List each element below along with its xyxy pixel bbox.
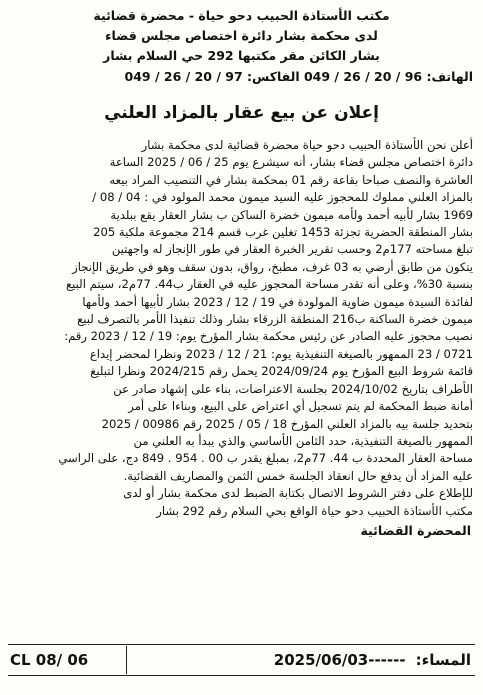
phone-fax-line: الهاتف: 96 / 20 / 26 / 049 الفاكس: 97 / 20 / 26 / 049 [124,69,473,84]
signature-bailiff: المحضرة القضائية [360,522,471,538]
body-line: عليه المزاد أن يدفع حال انعقاد الجلسة خمس الثمن والمصاريف القضائية. [123,468,473,483]
body-line: لفائدة السيدة ميمون ضاوية المولودة في 19 / 12 / 2023 بشار لأبيها أحمد ولأمها [82,294,473,309]
body-line: نصيب محجوز عليه الصادر عن رئيس محكمة بشار المؤرخ يوم: 19 / 12 / 2023 رقم: [64,329,473,344]
body-line: بشار المنطقة الحضرية تجزئة 1453 تغلين غرب قسم 214 مجموعة ملكية 205 [93,225,473,240]
body-line: بالمزاد العلني مملوك للمحجوز عليه السيد ميمون محمد المولود في : 04 / 08 / [92,190,473,205]
newspaper-name: المساء: [415,651,471,669]
header-line-address: بشار الكائن مقر مكتبها 292 حي السلام بشار [103,48,380,63]
body-line: العاشرة والنصف صباحا بقاعة رقم 01 بمحكمة بشار في التنصيب المراد بيعه [109,172,473,187]
body-line: يتكون من طابق أرضي به 03 غرف، مطبخ، رواق، بدون سقف وهو في طريق الإنجاز [72,259,473,274]
header-line-court: لدى محكمة بشار دائرة اختصاص مجلس قضاء [105,28,378,43]
body-line: دائرة اختصاص مجلس قضاء بشار، أنه سيشرع يوم 25 / 06 / 2025 الساعة [109,155,473,170]
body-line: 1969 بشار لأبيه أحمد ولأمه ميمون خضرة الساكن ب بشار العقار يقع ببلدية [110,207,473,222]
body-line: للإطلاع على دفتر الشروط الاتصال بكتابة الضبط لدى محكمة بشار أو لدى [123,486,473,501]
reference-code [8,646,127,674]
body-line: مكتب الأستاذة الحبيب دحو حياة الواقع بحي السلام رقم 292 بشار [156,503,473,518]
reference-text: CL 08/ 06 [10,651,89,669]
body-line: أمانة ضبط المحكمة لم يتم تسجيل أي اعتراض على البيع، وبناءا على أمر [128,399,473,414]
body-line: الأطراف بتاريخ 2024/10/02 بجلسة الاعتراضات، بناء على إشهاد صادر عن [113,381,473,396]
announcement-body [10,137,473,520]
footer-dashes: ------ [368,651,406,669]
body-line: قائمة شروط البيع المؤرخ يوم 2024/09/24 يحمل رقم 2024/215 ونظرا لتبليغ [90,364,473,379]
announcement-title: إعلان عن بيع عقار بالمزاد العلني [104,103,379,123]
footer-divider [126,646,127,674]
office-header [10,6,473,66]
body-line: بنسبة 30%، وعلى أنه تقدر مساحة المحجوز عليه في العقار ب44. 77م2، سيتم البيع [66,277,473,292]
body-line: مساحة العقار المحددة ب 44. 77م2، بمبلغ يقدر ب 00 . 954 . 849 دج، على الراسي [58,451,473,466]
body-line: الممهور بالصيغة التنفيذية، حدد الثامن الأساسي والذي يبدأ به العلني من [133,433,473,448]
header-line-office: مكتب الأستاذة الحبيب دحو حياة - محضرة قضائية [93,8,390,23]
publication-footer [8,644,475,676]
body-line: تبلغ مساحته 177م2 وحسب تقرير الخبرة العقار في طور الإنجاز له واجهتين [111,242,473,257]
body-line: بتحديد جلسة بيه بالمزاد العلني المؤرخ 18 / 05 / 2025 رقم 00986 / 2025 [101,416,473,431]
body-line: ميمون خضرة الساكنة ب216 المنطقة الزرقاء بشار وذلك تنفيذا الأمر بالتصرف لبيع [77,312,473,327]
body-line: أعلن نحن الأستاذة الحبيب دحو حياة محضرة قضائية لدى محكمة بشار [141,138,473,152]
body-line: 0721 / 23 الممهور بالصيغة التنفيذية يوم: 21 / 12 / 2023 ونظرا لمحضر إيداع [89,346,473,361]
publication-date-block [274,651,475,669]
publication-date: 2025/06/03 [273,651,369,669]
